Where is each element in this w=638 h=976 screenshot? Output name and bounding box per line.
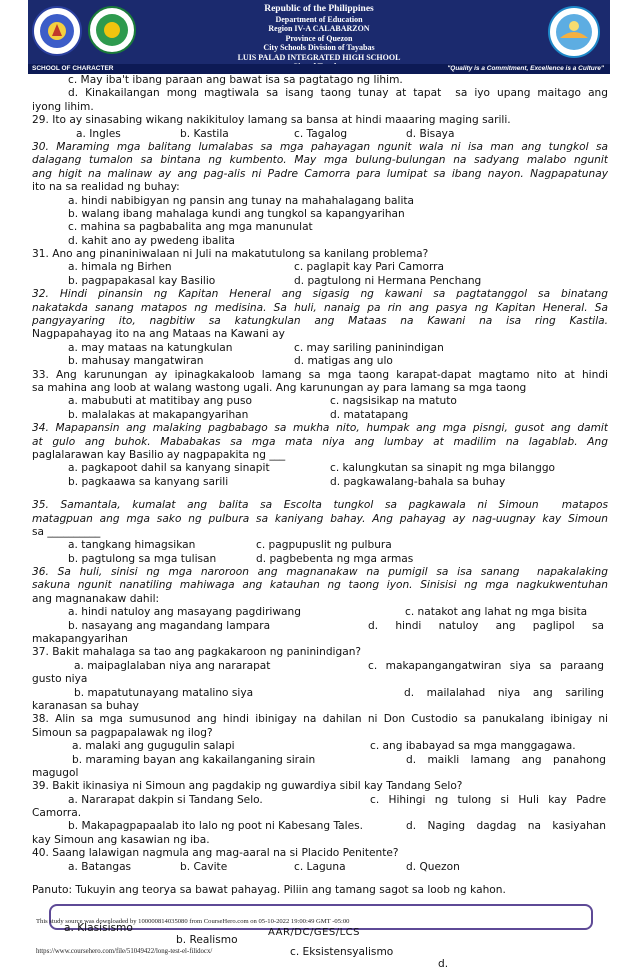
text-line: sa mahina ang loob at walang wastong ugali. Ang karunungan ay para lamang sa mga taong <box>32 381 527 394</box>
text-line: dalagang tumalon sa bintana ng kumbento. May mga bulung-bulungan na sadyang malabo ngunit <box>32 154 608 167</box>
question-40: 40. Saang lalawigan nagmula ang mag-aaral na si Placido Penitente? <box>32 847 399 860</box>
header-line: Province of Quezon <box>285 33 353 43</box>
choice: b. maraming bayan ang kakailanganing sirain <box>72 753 316 766</box>
question-35: 35. Samantala, kumalat ang balita sa Escolta tungkol sa pagkawala ni Simoun matapos <box>32 499 608 512</box>
choices-row <box>32 539 608 552</box>
choice: b. malalakas at makapangyarihan <box>68 408 249 421</box>
choices-row <box>32 740 608 753</box>
choice: a. may mataas na katungkulan <box>68 341 233 354</box>
question-31: 31. Ano ang pinaniniwalaan ni Juli na makatutulong sa kanilang problema? <box>32 248 429 261</box>
choice: a. malaki ang gugugulin salapi <box>72 740 235 753</box>
choices-row <box>32 409 608 422</box>
school-strip <box>28 64 610 74</box>
choice: b. pagkaawa sa kanyang sarili <box>68 475 229 488</box>
choices-row <box>32 261 608 274</box>
choice: c. makapangangatwiran siya sa paraang <box>368 659 604 672</box>
choices-row <box>32 462 608 475</box>
header-line: LUIS PALAD INTEGRATED HIGH SCHOOL <box>237 52 401 62</box>
text-line: kay Simoun ang kasawian ng iba. <box>32 833 210 846</box>
answer-option: d. <box>438 958 449 970</box>
choice: d. pagtulong ni Hermana Penchang <box>294 274 482 287</box>
choice: d. hindi natuloy ang paglipol sa <box>368 619 604 632</box>
choices-row <box>32 794 608 807</box>
choice: a. hindi nabibigyan ng pansin ang tunay na mahahalagang balita <box>68 194 415 207</box>
choice: c. Laguna <box>294 860 346 873</box>
text-line: karanasan sa buhay <box>32 699 139 712</box>
choices-row <box>32 820 608 833</box>
text-line: gusto niya <box>32 673 88 686</box>
text-line: Nagpapahayag ito na ang Mataas na Kawani ay <box>32 328 285 341</box>
question-29: 29. Ito ay sinasabing wikang nakikituloy lamang sa bansa at hindi maaaring maging sarili. <box>32 114 511 127</box>
question-37: 37. Bakit mahalaga sa tao ang pagkakaroon ng paninindigan? <box>32 646 362 659</box>
choice: a. Nararapat dakpin si Tandang Selo. <box>68 793 263 806</box>
text-line: Camorra. <box>32 807 82 820</box>
choice: d. Quezon <box>406 860 460 873</box>
header-line: Republic of the Philippines <box>264 4 374 14</box>
answer-option: a. Klasisismo <box>64 922 133 934</box>
choices-row <box>32 275 608 288</box>
choice: c. nagsisikap na matuto <box>330 395 457 408</box>
choice: b. Cavite <box>180 860 228 873</box>
choice: a. tangkang himagsikan <box>68 539 196 552</box>
text-line: c. May iba't ibang paraan ang bawat isa sa pagtatago ng lihim. <box>68 74 403 86</box>
question-30: 30. Maraming mga balitang lumalabas sa mga pahayagan ngunit wala ni isa man ang tungkol sa <box>32 140 608 153</box>
question-36: 36. Sa huli, sinisi ng mga naroroon ang magnanakaw na pumigil sa isa sanang napakalaking <box>32 566 608 579</box>
choice: c. may sariling paninindigan <box>294 341 444 354</box>
question-33: 33. Ang karunungan ay ipinagkakaloob lamang sa mga taong karapat-dapat magtamo nito at hindi <box>32 368 608 381</box>
source-url: https://www.coursehero.com/file/51049422/long-test-el-filidocx/ <box>36 948 213 955</box>
choice: b. Kastila <box>180 127 229 140</box>
school-seal-icon <box>88 6 136 54</box>
footer-code: AAR/DC/GES/LCS <box>268 927 361 938</box>
choice: d. pagbebenta ng mga armas <box>256 552 414 565</box>
text-line: Simoun sa pagpapalawak ng ilog? <box>32 726 213 739</box>
choices-row <box>32 754 608 767</box>
spacer <box>32 874 608 884</box>
header-line: City Schools Division of Tayabas <box>263 43 375 53</box>
text-line: sakuna ngunit nanatiling mahiwaga ang katauhan ng taong iyon. Sinisisi ng mga nagkukwentuhan <box>32 579 608 592</box>
choice: a. mabubuti at matitibay ang puso <box>68 395 252 408</box>
choices-row <box>32 660 608 673</box>
choice: c. pagpupuslit ng pulbura <box>256 539 392 552</box>
choice: b. walang ibang mahalaga kundi ang tungkol sa kapangyarihan <box>68 207 405 220</box>
choice: a. maipaglalaban niya ang nararapat <box>74 659 271 672</box>
choice: d. Naging dagdag na kasiyahan <box>406 820 606 833</box>
choice: c. kalungkutan sa sinapit ng mga bilanggo <box>330 462 556 475</box>
choice: a. hindi natuloy ang masayang pagdiriwang <box>68 606 301 619</box>
exam-content <box>32 74 608 897</box>
choice: a. Batangas <box>68 860 132 873</box>
text-line: ito na sa realidad ng buhay: <box>32 181 180 194</box>
choices-row <box>32 553 608 566</box>
text-line: matagpuan ang mga sako ng pulbura sa kaniyang bahay. Ang pahayag ay nag-uugnay kay Simoun <box>32 512 608 525</box>
choice: b. nasayang ang magandang lampara <box>68 619 271 632</box>
text-line: paglalarawan kay Basilio ay nagpapakita ng ___ <box>32 448 286 461</box>
choice: d. Bisaya <box>406 127 455 140</box>
choices-row <box>32 395 608 408</box>
question-32: 32. Hindi pinansin ng Kapitan Heneral ang sigasig ng kawani sa pagtatanggol sa binatang <box>32 288 608 301</box>
answer-option: c. Eksistensyalismo <box>290 946 394 958</box>
choice: c. natakot ang lahat ng mga bisita <box>405 606 588 619</box>
school-header <box>28 0 610 74</box>
choices-row <box>32 355 608 368</box>
text-line: iyong lihim. <box>32 100 94 113</box>
choices-row <box>32 128 608 141</box>
choice: d. matatapang <box>330 408 409 421</box>
choices-row <box>32 342 608 355</box>
choice: d. matigas ang ulo <box>294 355 393 368</box>
spacer <box>32 489 608 499</box>
choice: a. pagkapoot dahil sa kanyang sinapit <box>68 462 270 475</box>
choice: b. mahusay mangatwiran <box>68 355 204 368</box>
download-watermark: This study source was downloaded by 100000814035080 from CourseHero.com on 05-10-2022 19:00:49 GMT -05:00 <box>36 918 350 925</box>
text-line: ang magnanakaw dahil: <box>32 592 160 605</box>
choice: d. kahit ano ay pwedeng ibalita <box>68 234 235 247</box>
choice: c. mahina sa pagbabalita ang mga manunulat <box>68 221 313 234</box>
choice: d. pagkawalang-bahala sa buhay <box>330 475 506 488</box>
choice: b. mapatutunayang matalino siya <box>74 686 254 699</box>
choice: a. Ingles <box>76 127 121 140</box>
question-34: 34. Mapapansin ang malaking pagbabago sa mukha nito, humpak ang mga pisngi, gusot ang damit <box>32 422 608 435</box>
header-line: Region IV-A CALABARZON <box>268 24 370 34</box>
choice: c. Tagalog <box>294 127 348 140</box>
choices-row <box>32 606 608 619</box>
choices-row <box>32 620 608 633</box>
text-line: d. Kinakailangan mong magtiwala sa isang taong tunay at tapat sa iyo upang maitago ang <box>68 87 608 100</box>
text-line: at gulo ang buhok. Mababakas sa mga mata niya ang lumbay at madilim na lagablab. Ang <box>32 435 608 448</box>
choice: b. pagpapakasal kay Basilio <box>68 274 216 287</box>
text-line: magugol <box>32 766 79 779</box>
choices-row <box>32 687 608 700</box>
choice: c. paglapit kay Pari Camorra <box>294 261 444 274</box>
text-line: sa __________ <box>32 525 101 538</box>
school-of-character-label: SCHOOL OF CHARACTER <box>32 65 114 72</box>
instructions: Panuto: Tukuyin ang teorya sa bawat pahayag. Piliin ang tamang sagot sa loob ng kahon. <box>32 884 506 897</box>
header-text <box>138 4 500 71</box>
choice: d. mailalahad niya ang sariling <box>404 686 604 699</box>
question-38: 38. Alin sa mga sumusunod ang hindi ibinigay na dahilan ni Don Custodio sa panukalang ibinigay ni <box>32 713 608 726</box>
deped-seal-icon <box>32 6 82 56</box>
question-39: 39. Bakit ikinasiya ni Simoun ang pagdakip ng guwardiya sibil kay Tandang Selo? <box>32 780 463 793</box>
text-line: pangyayaring ito, nagbitiw sa katungkulan ang Mataas na Kawani na isa ring Kastila. <box>32 315 608 328</box>
choice: b. pagtulong sa mga tulisan <box>68 552 217 565</box>
choice: c. ang ibabayad sa mga manggagawa. <box>370 740 576 753</box>
text-line: ang higit na malinaw ay ang pag-alis ni Padre Camorra para lumipat sa ibang nayon. Nagpapatunay <box>32 167 608 180</box>
division-seal-icon <box>548 6 600 58</box>
choices-row <box>32 861 608 874</box>
choice: c. Hihingi ng tulong si Huli kay Padre <box>370 793 606 806</box>
answer-option: b. Realismo <box>176 934 238 946</box>
text-line: nakatakda sanang matapos ng medisina. Sa huli, nanaig pa rin ang pasya ng Kapitan Heneral. Sa <box>32 301 608 314</box>
choice: d. maikli lamang ang panahong <box>406 753 606 766</box>
choice: b. Makapagpapaalab ito lalo ng poot ni Kabesang Tales. <box>68 820 364 833</box>
choices-row <box>32 476 608 489</box>
school-motto: "Quality is a Commitment, Excellence is a Culture" <box>447 65 604 72</box>
header-line: Department of Education <box>275 15 363 24</box>
text-line: makapangyarihan <box>32 633 128 646</box>
choice: a. himala ng Birhen <box>68 261 172 274</box>
